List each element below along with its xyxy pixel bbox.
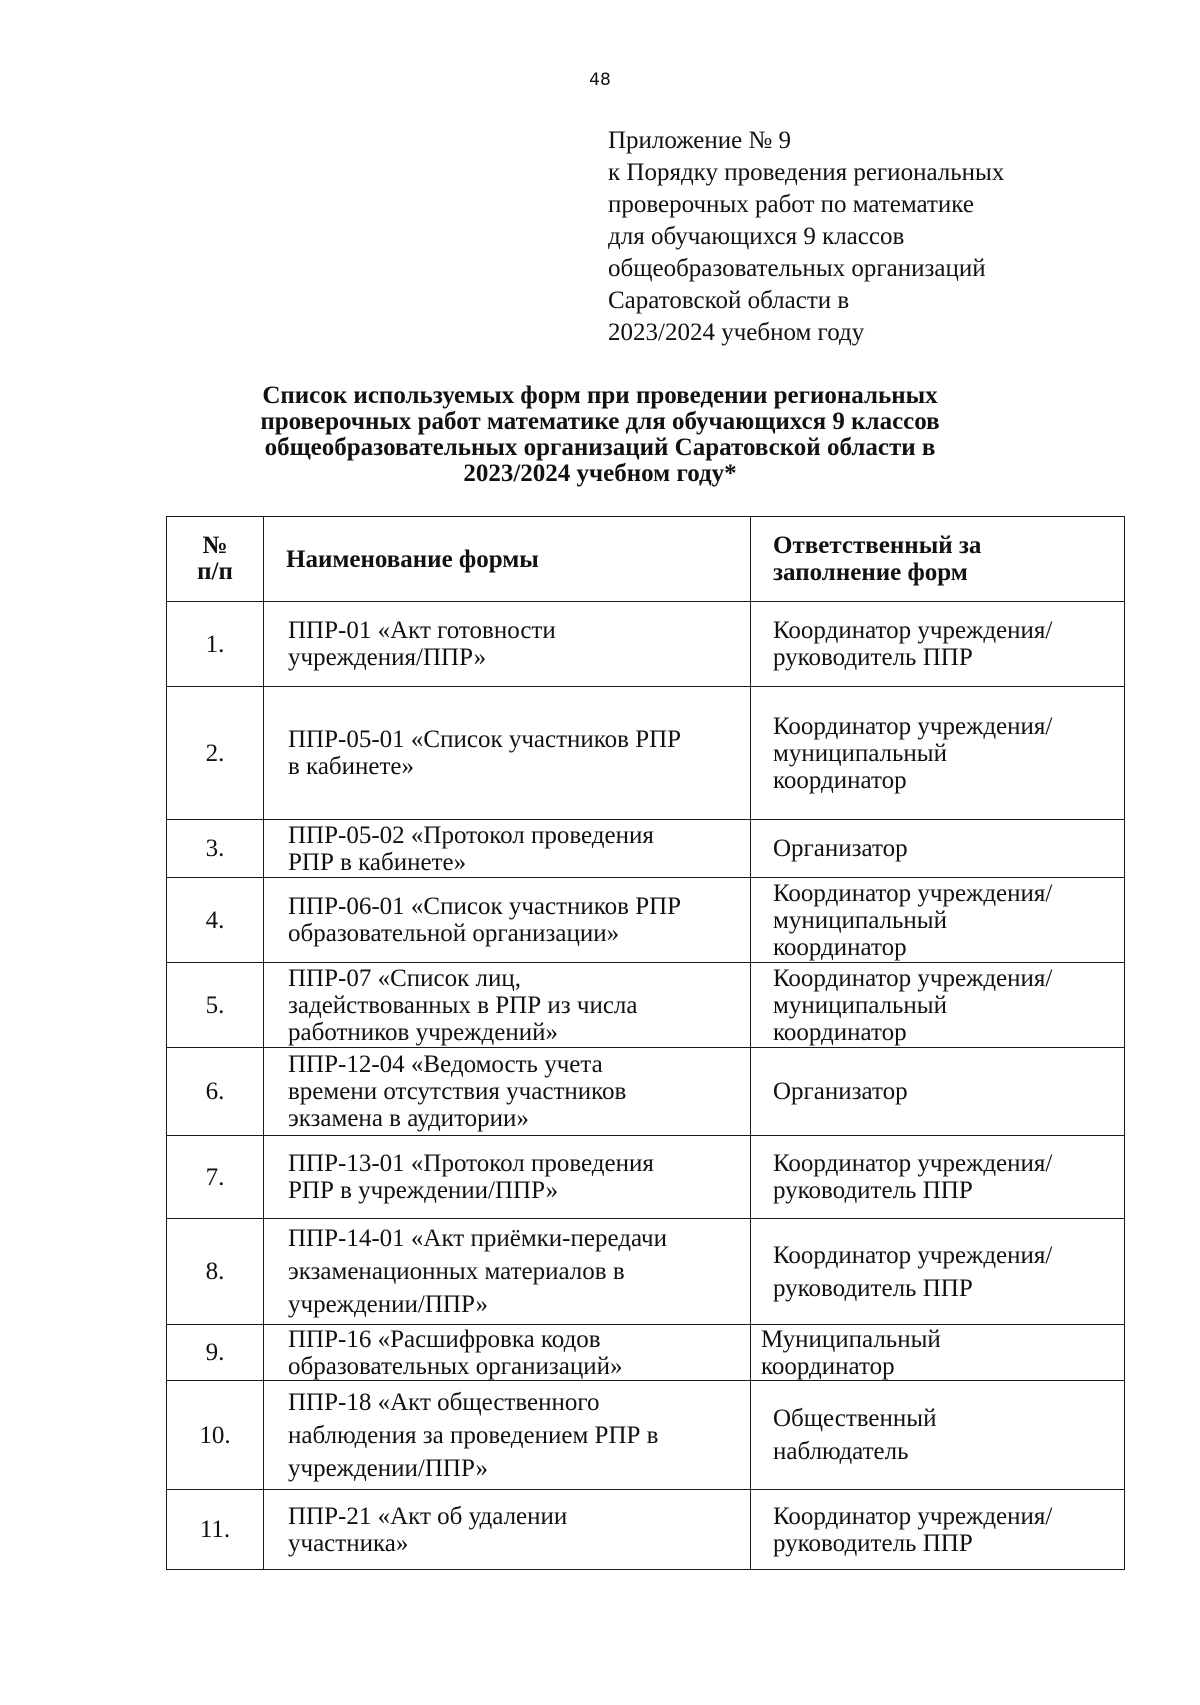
form-name: [264, 1219, 751, 1325]
responsible: [751, 1490, 1125, 1570]
header-text: Ответственный за: [773, 532, 982, 559]
cell-line: работников учреждений»: [288, 1018, 558, 1046]
cell-line: координатор: [773, 933, 907, 961]
responsible: [751, 1136, 1125, 1219]
table-row: [167, 963, 1125, 1048]
header-number: [167, 517, 264, 602]
appendix-line: 2023/2024 учебном году: [608, 319, 865, 346]
row-number: 2.: [167, 687, 264, 820]
cell-line: образовательных организаций»: [288, 1352, 623, 1380]
row-number: 10.: [167, 1381, 264, 1490]
row-number: 3.: [167, 820, 264, 878]
form-name: [264, 963, 751, 1048]
appendix-line: Приложение № 9: [608, 127, 792, 154]
cell-line: экзаменационных материалов в: [288, 1258, 625, 1285]
table-row: [167, 1490, 1125, 1570]
cell-line: экзамена в аудитории»: [288, 1105, 529, 1132]
cell-line: муниципальный: [773, 991, 947, 1019]
cell-line: ППР-01 «Акт готовности: [288, 617, 556, 644]
responsible: [751, 820, 1125, 878]
cell-line: Координатор учреждения/: [773, 879, 1053, 907]
row-number: 11.: [167, 1490, 264, 1570]
header-text: №: [202, 532, 228, 559]
header-text: Наименование формы: [286, 545, 539, 573]
cell-line: учреждения/ППР»: [288, 644, 487, 671]
forms-table: [166, 516, 1125, 1570]
cell-line: наблюдения за проведением РПР в: [288, 1421, 659, 1449]
responsible: [751, 878, 1125, 963]
cell-line: координатор: [773, 766, 907, 794]
cell-line: наблюдатель: [773, 1438, 909, 1465]
cell-line: в кабинете»: [288, 753, 415, 780]
row-number: 5.: [167, 963, 264, 1048]
responsible: [751, 687, 1125, 820]
table-row: [167, 1048, 1125, 1136]
cell-line: ППР-16 «Расшифровка кодов: [288, 1325, 601, 1353]
form-name: [264, 1136, 751, 1219]
cell-line: Организатор: [773, 835, 908, 862]
cell-line: руководитель ППР: [773, 1274, 973, 1302]
header-form-name: [264, 517, 751, 602]
cell-line: координатор: [761, 1352, 895, 1380]
cell-line: Муниципальный: [761, 1325, 941, 1353]
cell-line: Координатор учреждения/: [773, 1150, 1053, 1177]
responsible: [751, 1219, 1125, 1325]
cell-line: РПР в кабинете»: [288, 848, 467, 876]
responsible: [751, 963, 1125, 1048]
cell-line: руководитель ППР: [773, 644, 973, 671]
cell-line: РПР в учреждении/ППР»: [288, 1177, 559, 1204]
appendix-line: общеобразовательных организаций: [608, 255, 986, 282]
cell-line: учреждении/ППР»: [288, 1454, 488, 1482]
cell-line: Организатор: [773, 1078, 908, 1105]
cell-line: ППР-12-04 «Ведомость учета: [288, 1051, 603, 1078]
appendix-line: к Порядку проведения региональных: [608, 159, 1005, 186]
header-text: заполнение форм: [773, 559, 968, 586]
cell-line: Координатор учреждения/: [773, 617, 1053, 644]
cell-line: времени отсутствия участников: [288, 1078, 627, 1105]
form-name: [264, 687, 751, 820]
page-number: 48: [589, 70, 611, 90]
row-number: 1.: [167, 602, 264, 687]
header-text: п/п: [197, 558, 233, 585]
row-number: 8.: [167, 1219, 264, 1325]
title-line: 2023/2024 учебном году*: [463, 460, 737, 487]
row-number: 9.: [167, 1325, 264, 1381]
table-row: [167, 1381, 1125, 1490]
form-name: [264, 1325, 751, 1381]
cell-line: ППР-13-01 «Протокол проведения: [288, 1150, 654, 1177]
appendix-line: для обучающихся 9 классов: [608, 223, 905, 250]
form-name: [264, 820, 751, 878]
responsible: [751, 602, 1125, 687]
form-name: [264, 1490, 751, 1570]
cell-line: учреждении/ППР»: [288, 1291, 488, 1318]
cell-line: Координатор учреждения/: [773, 1502, 1053, 1530]
table-row: [167, 687, 1125, 820]
table-row: [167, 878, 1125, 963]
cell-line: ППР-18 «Акт общественного: [288, 1388, 600, 1416]
responsible: [751, 1325, 1125, 1381]
table-row: [167, 1219, 1125, 1325]
cell-line: участника»: [288, 1529, 409, 1557]
table-row: [167, 1325, 1125, 1381]
cell-line: муниципальный: [773, 739, 947, 767]
cell-line: образовательной организации»: [288, 920, 620, 947]
title-line: Список используемых форм при проведении региональных: [262, 382, 938, 409]
form-name: [264, 1381, 751, 1490]
cell-line: Координатор учреждения/: [773, 964, 1053, 992]
cell-line: ППР-21 «Акт об удалении: [288, 1502, 568, 1530]
cell-line: Координатор учреждения/: [773, 712, 1053, 740]
cell-line: ППР-05-02 «Протокол проведения: [288, 821, 654, 849]
table-row: [167, 820, 1125, 878]
cell-line: координатор: [773, 1018, 907, 1046]
table-row: [167, 1136, 1125, 1219]
appendix-line: Саратовской области в: [608, 287, 850, 314]
cell-line: ППР-14-01 «Акт приёмки-передачи: [288, 1225, 667, 1252]
cell-line: Общественный: [773, 1405, 937, 1432]
cell-line: Координатор учреждения/: [773, 1241, 1053, 1269]
table-header-row: [167, 517, 1125, 602]
cell-line: муниципальный: [773, 906, 947, 934]
responsible: [751, 1381, 1125, 1490]
table-row: [167, 602, 1125, 687]
title-line: проверочных работ математике для обучающихся 9 классов: [260, 408, 940, 435]
form-name: [264, 878, 751, 963]
document-title: [150, 383, 1050, 487]
row-number: 7.: [167, 1136, 264, 1219]
form-name: [264, 1048, 751, 1136]
cell-line: руководитель ППР: [773, 1177, 973, 1204]
responsible: [751, 1048, 1125, 1136]
form-name: [264, 602, 751, 687]
header-responsible: [751, 517, 1125, 602]
cell-line: задействованных в РПР из числа: [288, 991, 638, 1019]
appendix-line: проверочных работ по математике: [608, 191, 974, 218]
title-line: общеобразовательных организаций Саратовской области в: [264, 434, 936, 461]
row-number: 6.: [167, 1048, 264, 1136]
cell-line: ППР-05-01 «Список участников РПР: [288, 726, 682, 753]
appendix-header: [608, 125, 1128, 349]
cell-line: руководитель ППР: [773, 1529, 973, 1557]
row-number: 4.: [167, 878, 264, 963]
cell-line: ППР-06-01 «Список участников РПР: [288, 893, 682, 920]
cell-line: ППР-07 «Список лиц,: [288, 964, 521, 992]
